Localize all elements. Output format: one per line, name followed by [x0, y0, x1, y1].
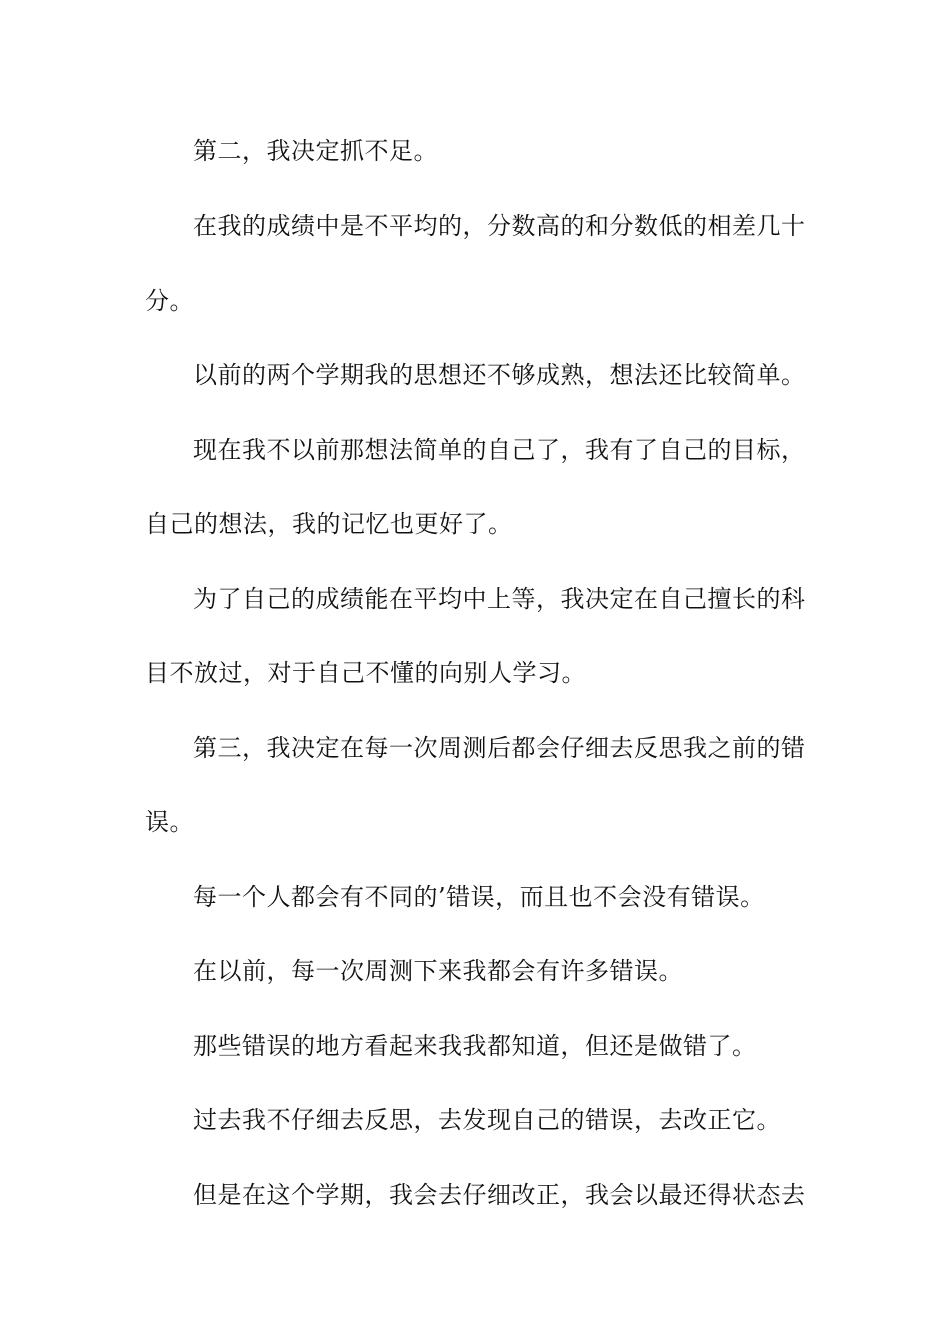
- paragraph-line: 目不放过，对于自己不懂的向别人学习。: [145, 659, 586, 687]
- paragraph-line: 在我的成绩中是不平均的，分数高的和分数低的相差几十: [193, 212, 806, 240]
- paragraph-line: 但是在这个学期，我会去仔细改正，我会以最还得状态去: [193, 1181, 806, 1209]
- paragraph-line: 现在我不以前那想法简单的自己了，我有了自己的目标，: [193, 436, 806, 464]
- paragraph-line: 误。: [145, 808, 194, 836]
- paragraph-line: 以前的两个学期我的思想还不够成熟，想法还比较简单。: [193, 361, 806, 389]
- paragraph-line: 为了自己的成绩能在平均中上等，我决定在自己擅长的科: [193, 585, 806, 613]
- paragraph-line: 那些错误的地方看起来我我都知道，但还是做错了。: [193, 1032, 757, 1060]
- paragraph-line: 每一个人都会有不同的’错误，而且也不会没有错误。: [193, 883, 765, 911]
- paragraph-line: 在以前，每一次周测下来我都会有许多错误。: [193, 957, 683, 985]
- paragraph-line: 过去我不仔细去反思，去发现自己的错误，去改正它。: [193, 1106, 781, 1134]
- paragraph-line: 自己的想法，我的记忆也更好了。: [145, 510, 513, 538]
- paragraph-line: 第二，我决定抓不足。: [193, 137, 438, 165]
- paragraph-line: 分。: [145, 287, 194, 315]
- paragraph-line: 第三，我决定在每一次周测后都会仔细去反思我之前的错: [193, 734, 806, 762]
